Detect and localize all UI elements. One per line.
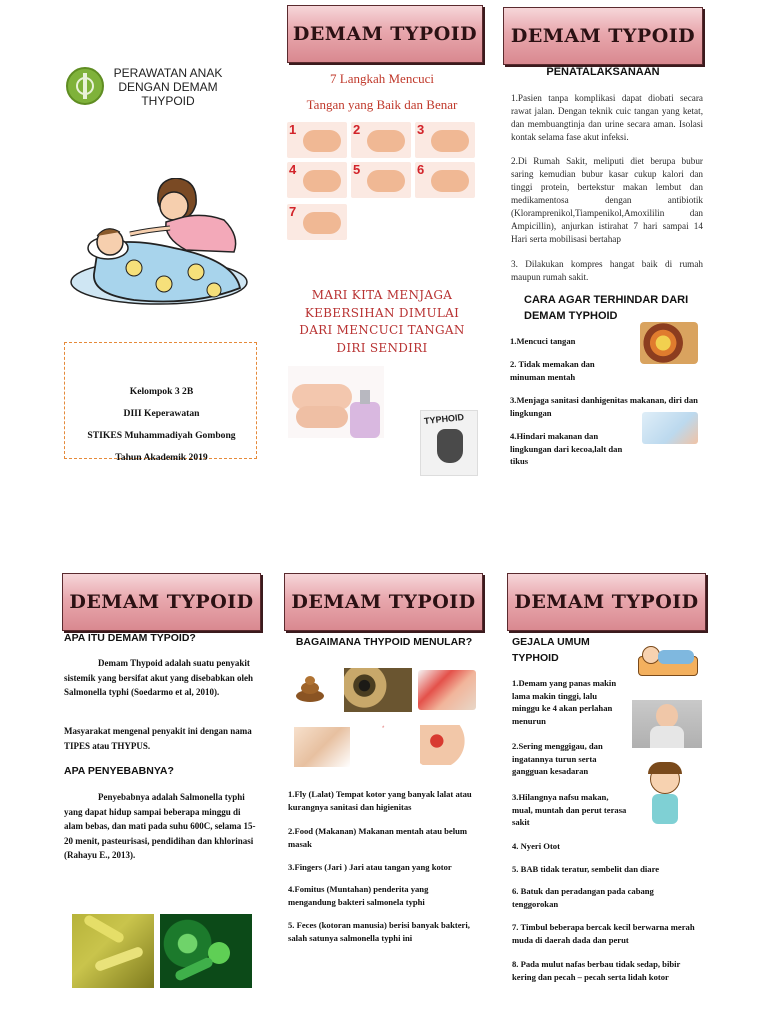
gejala-item: 5. BAB tidak teratur, sembelit dan diare [512,864,660,874]
cover-title: PERAWATAN ANAK DENGAN DEMAM THYPOID [113,66,223,108]
banner-top-middle [287,5,483,63]
child-washing-photo [642,412,698,444]
sick-in-bed-cartoon [636,636,700,682]
cara-heading: CARA AGAR TERHINDAR DARI DEMAM TYPHOID [524,294,689,322]
handwash-step: 2 [351,122,411,158]
banner-title: DEMAM TYPOID [69,591,254,613]
gejala-item: 7. Timbul beberapa bercak kecil berwarna merah muda di daerah dada dan perut [512,922,695,945]
bacteria-photo-green [160,914,252,988]
gejala-item: 6. Batuk dan peradangan pada cabang tenggorokan [512,886,654,909]
sick-child-illustration [64,178,254,310]
child-vomit-photo [294,727,350,767]
menular-item: 5. Feces (kotoran manusia) berisi banyak bakteri, salah satunya salmonella typhi ini [288,920,470,943]
menular-item: 1.Fly (Lalat) Tempat kotor yang banyak lalat atau kurangnya sanitasi dan higienitas [288,789,472,812]
banner-title: DEMAM TYPOID [292,23,478,45]
cara-item: 3.Menjaga sanitasi danhigenitas makanan, diri dan lingkungan [510,395,698,418]
gejala-item: 2.Sering menggigau, dan ingatannya turun serta gangguan kesadaran [512,741,603,776]
program-name: DIII Keperawatan [123,408,200,419]
handwash-step: 3 [415,122,475,158]
feces-icon [294,676,326,704]
banner-title: DEMAM TYPOID [291,591,476,613]
penatalaksanaan-p2: 2.Di Rumah Sakit, meliputi diet berupa bubur saring kemudian bubur kasar cukup kalori dan tinggi protein, bertekstur makan lembut dan medikamentosa dengan antibiotik (Kloramprenikol,Tiampenikol,Amoxililin dan Ampicillin), anjurkan istirahat 7 hari sampai 14 Hari serta mobilisasi bertahap [511,156,703,244]
bacteria-photo-yellow [72,914,154,988]
hand-sanitizer-photo [288,366,384,438]
penatalaksanaan-p3: 3. Dilakukan kompres hangat baik di rumah maupun rumah sakit. [511,259,703,282]
banner-bottom-right [507,573,706,631]
gejala-heading: GEJALA UMUM TYPHOID [512,636,590,664]
apa-p2: Masyarakat mengenal penyakit ini dengan nama TIPES atau THYPUS. [64,726,252,751]
dirty-hands-photo [420,725,476,765]
penyebab-p: Penyebabnya adalah Salmonella typhi yang dapat hidup sampai beberapa minggu di alam bebas, dan mati pada suhu 600C, selama 15-20 menit, pasteurisasi, pendidihan dan khlorinasi (Rahayu E., 2013). [64,792,256,860]
handwash-step: 4 [287,162,347,198]
cara-item: 1.Mencuci tangan [510,336,576,346]
gejala-item: 1.Demam yang panas makin lama makin tinggi, lalu minggu ke 4 akan perlahan menurun [512,678,617,726]
penyebab-heading: APA PENYEBABNYA? [64,765,174,777]
raw-food-photo [418,670,476,710]
handwash-step: 5 [351,162,411,198]
banner-title: DEMAM TYPOID [514,591,699,613]
banner-bottom-middle [284,573,483,631]
handwash-steps-grid [287,122,477,248]
institution-logo [66,67,104,105]
gejala-item: 3.Hilangnya nafsu makan, mual, muntah dan perut terasa sakit [512,792,627,827]
handwash-step: 1 [287,122,347,158]
penatalaksanaan-p1: 1.Pasien tanpa komplikasi dapat diobati secara rawat jalan. Dengan teknik cuic tangan yang ketat, dan membuangtinja dan urine secara aman. Isolasi kontak selama fase akut infeksi. [511,93,703,142]
menular-heading: BAGAIMANA THYPOID MENULAR? [295,636,473,648]
institution-name: STIKES Muhammadiyah Gombong [87,430,236,441]
banner-title: DEMAM TYPOID [510,25,696,47]
handwash-title: 7 Langkah Mencuci Tangan yang Baik dan Benar [306,71,458,112]
academic-year: Tahun Akademik 2019 [115,452,208,463]
menular-item: 4.Fomitus (Muntahan) penderita yang mengandung bakteri salmonela typhi [288,884,429,907]
gejala-item: 8. Pada mulut nafas berbau tidak sedap, bibir kering dan pecah – pecah serta lidah kotor [512,959,681,982]
cover-info-box [64,342,257,463]
decorative-mark: * [382,726,385,732]
stomach-ache-cartoon [642,764,688,832]
menular-item: 3.Fingers (Jari ) Jari atau tangan yang kotor [288,862,452,872]
banner-top-right [503,7,703,65]
handwash-step: 7 [287,204,347,240]
cara-item: 4.Hindari makanan dan lingkungan dari kecoa,lalt dan tikus [510,431,623,466]
penatalaksanaan-heading: PENATALAKSANAAN [546,66,660,78]
group-name: Kelompok 3 2B [129,386,194,397]
flies-photo [344,668,412,712]
banner-bottom-left [62,573,261,631]
woman-loss-appetite-photo [632,700,702,748]
menular-item: 2.Food (Makanan) Makanan mentah atau belum masak [288,826,468,849]
typhoid-hand-image: TYPHOID [420,410,478,476]
handwash-step: 6 [415,162,475,198]
apa-heading: APA ITU DEMAM TYPOID? [64,632,196,644]
handwash-slogan: MARI KITA MENJAGA KEBERSIHAN DIMULAI DARI MENCUCI TANGAN DIRI SENDIRI [299,288,465,355]
healthy-food-photo [640,322,698,364]
cara-item: 2. Tidak memakan dan minuman mentah [510,359,595,382]
apa-p1: Demam Thypoid adalah suatu penyakit sistemik yang bersifat akut yang disebabkan oleh Salmonella typhi (Soedarmo et al, 2010). [64,658,254,697]
gejala-item: 4. Nyeri Otot [512,841,560,851]
